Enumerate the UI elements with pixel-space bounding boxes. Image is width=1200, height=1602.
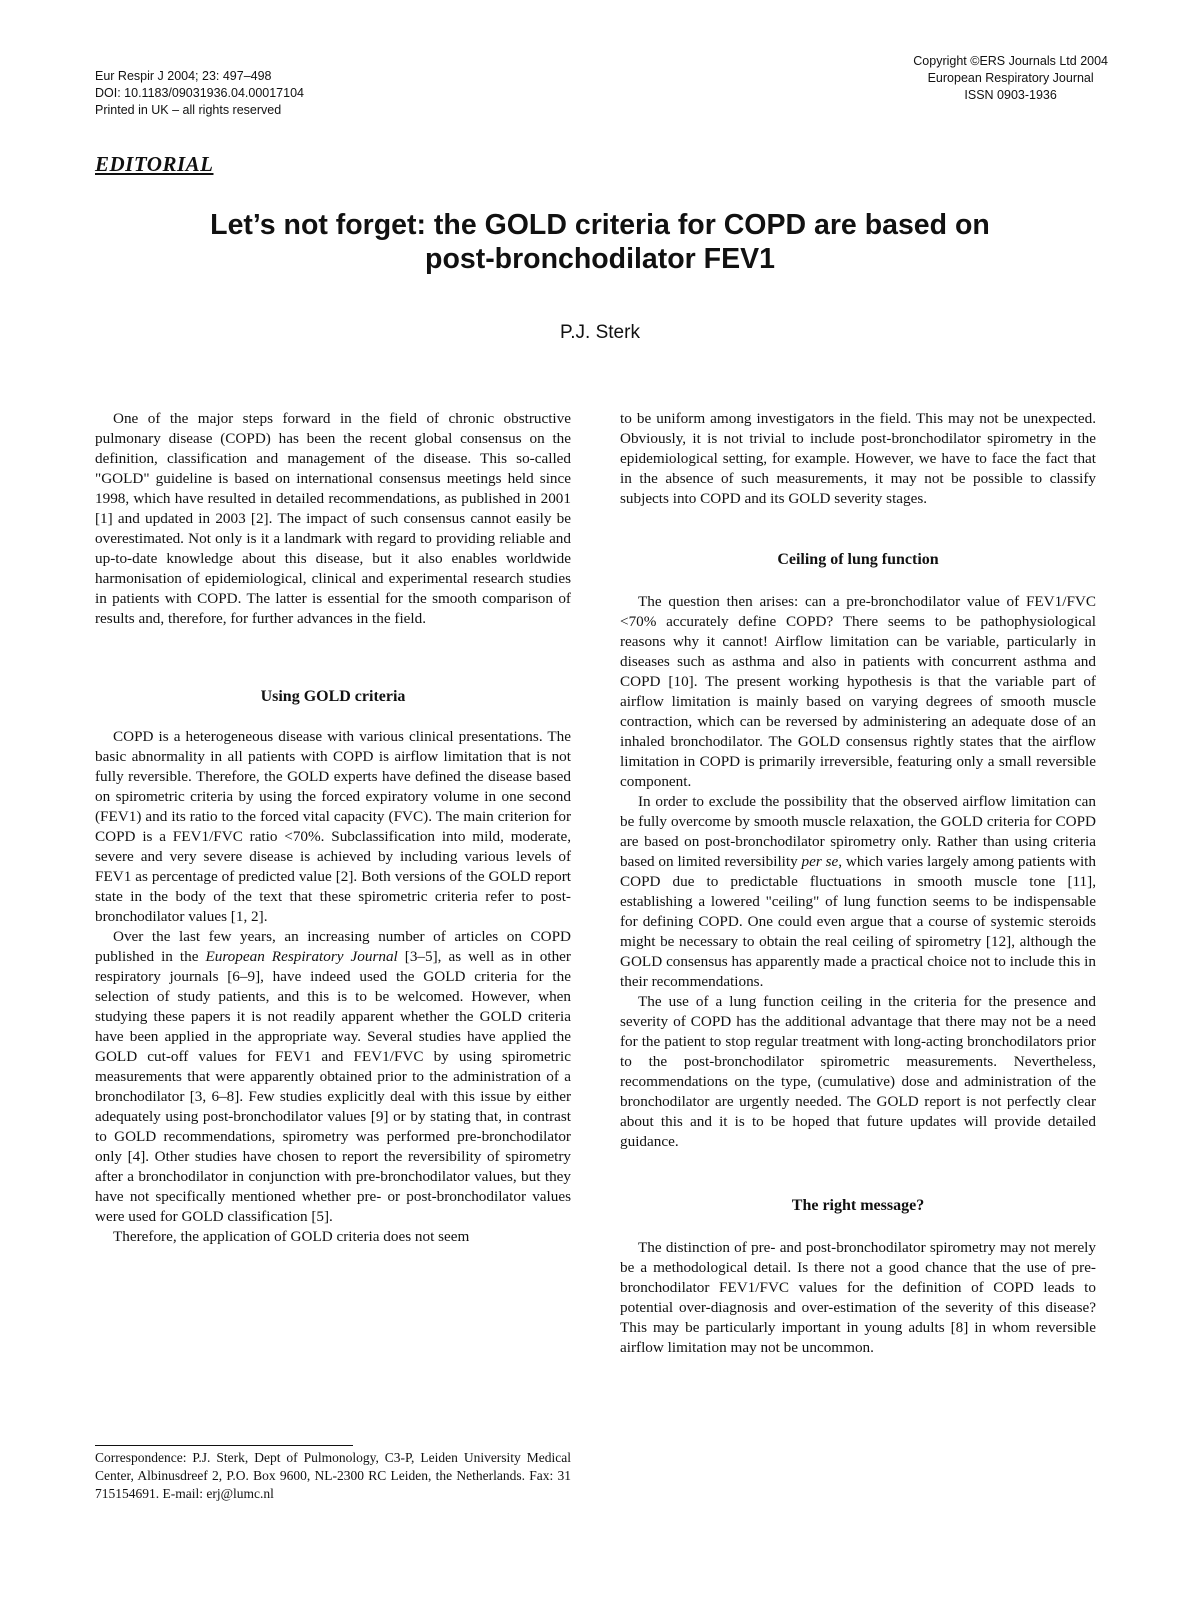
author: P.J. Sterk — [560, 322, 640, 343]
paragraph-copd-definition: COPD is a heterogeneous disease with various clinical presentations. The basic abnormality in all patients with COPD is airflow limitation that is not fully reversible. Therefore, the GOLD experts have defined the disease based on spirometric criteria by using the forced expiratory volume in one second (FEV1) and its ratio to the forced vital capacity (FVC). The main criterion for COPD is a FEV1/FVC ratio <70%. Subclassification into mild, moderate, severe and very severe disease is achieved by including various levels of FEV1 as percentage of predicted value [2]. Both versions of the GOLD report state in the body of the text that these spirometric criteria refer to post-bronchodilator values [1, 2]. — [95, 728, 571, 925]
text-segment: , which varies largely among patients with COPD due to predictable fluctuations in smooth muscle tone [11], establishing a lowered "ceiling" of lung function seems to be indispensable for defining COPD. One could even argue that a course of systemic steroids might be necessary to obtain the real ceiling of spirometry [12], although the GOLD consensus has apparently made a practical choice not to include this in their recommendations. — [620, 853, 1096, 990]
heading-right-message: The right message? — [791, 1197, 925, 1214]
section-label: EDITORIAL — [95, 152, 214, 176]
correspondence-footnote: Correspondence: P.J. Sterk, Dept of Pulmonology, C3-P, Leiden University Medical Center, Albinusdreef 2, P.O. Box 9600, NL-2300 RC Leiden, the Netherlands. Fax: 31 715154691. E-mail: erj@lumc.nl — [95, 1450, 571, 1501]
paragraph-therefore: Therefore, the application of GOLD criteria does not seem — [113, 1228, 470, 1245]
copyright: Copyright ©ERS Journals Ltd 2004 — [913, 54, 1108, 68]
paragraph-literature — [95, 927, 571, 1227]
paragraph-ceiling-advantage: The use of a lung function ceiling in the criteria for the presence and severity of COPD has the additional advantage that there may not be a need for the patient to stop regular treatment with long-acting bronchodilators prior to the post-bronchodilator spirometric measurements. Nevertheless, recommendations on the type, (cumulative) dose and administration of the bronchodilator are urgently needed. The GOLD report is not perfectly clear about this and it is to be hoped that future updates will provide detailed guidance. — [620, 993, 1096, 1150]
heading-ceiling: Ceiling of lung function — [777, 551, 939, 568]
italic-per-se: per se — [801, 853, 839, 870]
journal-citation: Eur Respir J 2004; 23: 497–498 — [95, 69, 272, 83]
header-right — [913, 53, 1108, 104]
article-title — [90, 208, 1110, 276]
paragraph-intro: One of the major steps forward in the field of chronic obstructive pulmonary disease (COPD) has been the recent global consensus on the definition, classification and management of the disease. This so-called "GOLD" guideline is based on international consensus meetings held since 1998, which have resulted in detailed recommendations, as published in 2001 [1] and updated in 2003 [2]. The impact of such consensus cannot easily be overestimated. Not only is it a landmark with regard to providing reliable and up-to-date knowledge about this disease, but it also enables worldwide harmonisation of epidemiological, clinical and experimental research studies in patients with COPD. The latter is essential for the smooth comparison of results and, therefore, for further advances in the field. — [95, 410, 571, 627]
text-segment: In order to exclude the possibility that the observed airflow limitation can be fully overcome by smooth muscle relaxation, the GOLD criteria for COPD are based on post-bronchodilator spirometry only. Rather than using criteria based on limited reversibility — [620, 793, 1096, 870]
paragraph-distinction: The distinction of pre- and post-bronchodilator spirometry may not merely be a methodological detail. Is there not a good chance that the use of pre-bronchodilator FEV1/FVC values for the definition of COPD leads to potential over-diagnosis and over-estimation of the severity of this disease? This may be particularly important in young adults [8] in whom reversible airflow limitation may not be uncommon. — [620, 1239, 1096, 1356]
paragraph-exclude — [620, 792, 1096, 992]
footnote-divider — [95, 1445, 353, 1446]
text-segment: Over the last few years, an increasing number of articles on COPD published in the — [95, 928, 571, 965]
issn: ISSN 0903-1936 — [964, 88, 1057, 102]
title-line-1: Let’s not forget: the GOLD criteria for COPD are based on — [210, 209, 990, 241]
journal-name-italic: European Respiratory Journal — [205, 948, 398, 965]
journal-name: European Respiratory Journal — [927, 71, 1094, 85]
title-line-2: post-bronchodilator FEV1 — [425, 243, 775, 275]
left-column — [95, 409, 571, 1247]
header-left — [95, 68, 304, 119]
heading-using-gold: Using GOLD criteria — [260, 688, 406, 705]
text-segment: [3–5], as well as in other respiratory journals [6–9], have indeed used the GOLD criteria for the selection of study patients, and this is to be welcomed. However, when studying these papers it is not readily apparent whether the GOLD criteria have been applied in the appropriate way. Several studies have applied the GOLD cut-off values for FEV1 and FEV1/FVC by using spirometric measurements that were apparently obtained prior to the administration of a bronchodilator [3, 6–8]. Few studies explicitly deal with this issue by either adequately using post-bronchodilator values [9] or by stating that, in contrast to GOLD recommendations, spirometry was performed pre-bronchodilator only [4]. Other studies have chosen to report the reversibility of spirometry after a bronchodilator in conjunction with pre-bronchodilator values, but they have not specifically mentioned whether pre- or post-bronchodilator values were used for GOLD classification [5]. — [95, 948, 571, 1225]
printed-notice: Printed in UK – all rights reserved — [95, 103, 282, 117]
paragraph-question: The question then arises: can a pre-bronchodilator value of FEV1/FVC <70% accurately define COPD? There seems to be pathophysiological reasons why it cannot! Airflow limitation can be variable, particularly in diseases such as asthma and also in patients with concurrent asthma and COPD [10]. The present working hypothesis is that the variable part of airflow limitation is mainly based on varying degrees of smooth muscle contraction, which can be reversed by administering an adequate dose of an inhaled bronchodilator. The GOLD consensus rightly states that the airflow limitation in COPD is primarily irreversible, featuring only a small reversible component. — [620, 593, 1096, 790]
paragraph-continuation: to be uniform among investigators in the field. This may not be unexpected. Obviously, it is not trivial to include post-bronchodilator spirometry in the epidemiological setting, for example. However, we have to face the fact that in the absence of such measurements, it may not be possible to classify subjects into COPD and its GOLD severity stages. — [620, 410, 1096, 507]
doi: DOI: 10.1183/09031936.04.00017104 — [95, 86, 304, 100]
right-column — [620, 409, 1096, 1358]
